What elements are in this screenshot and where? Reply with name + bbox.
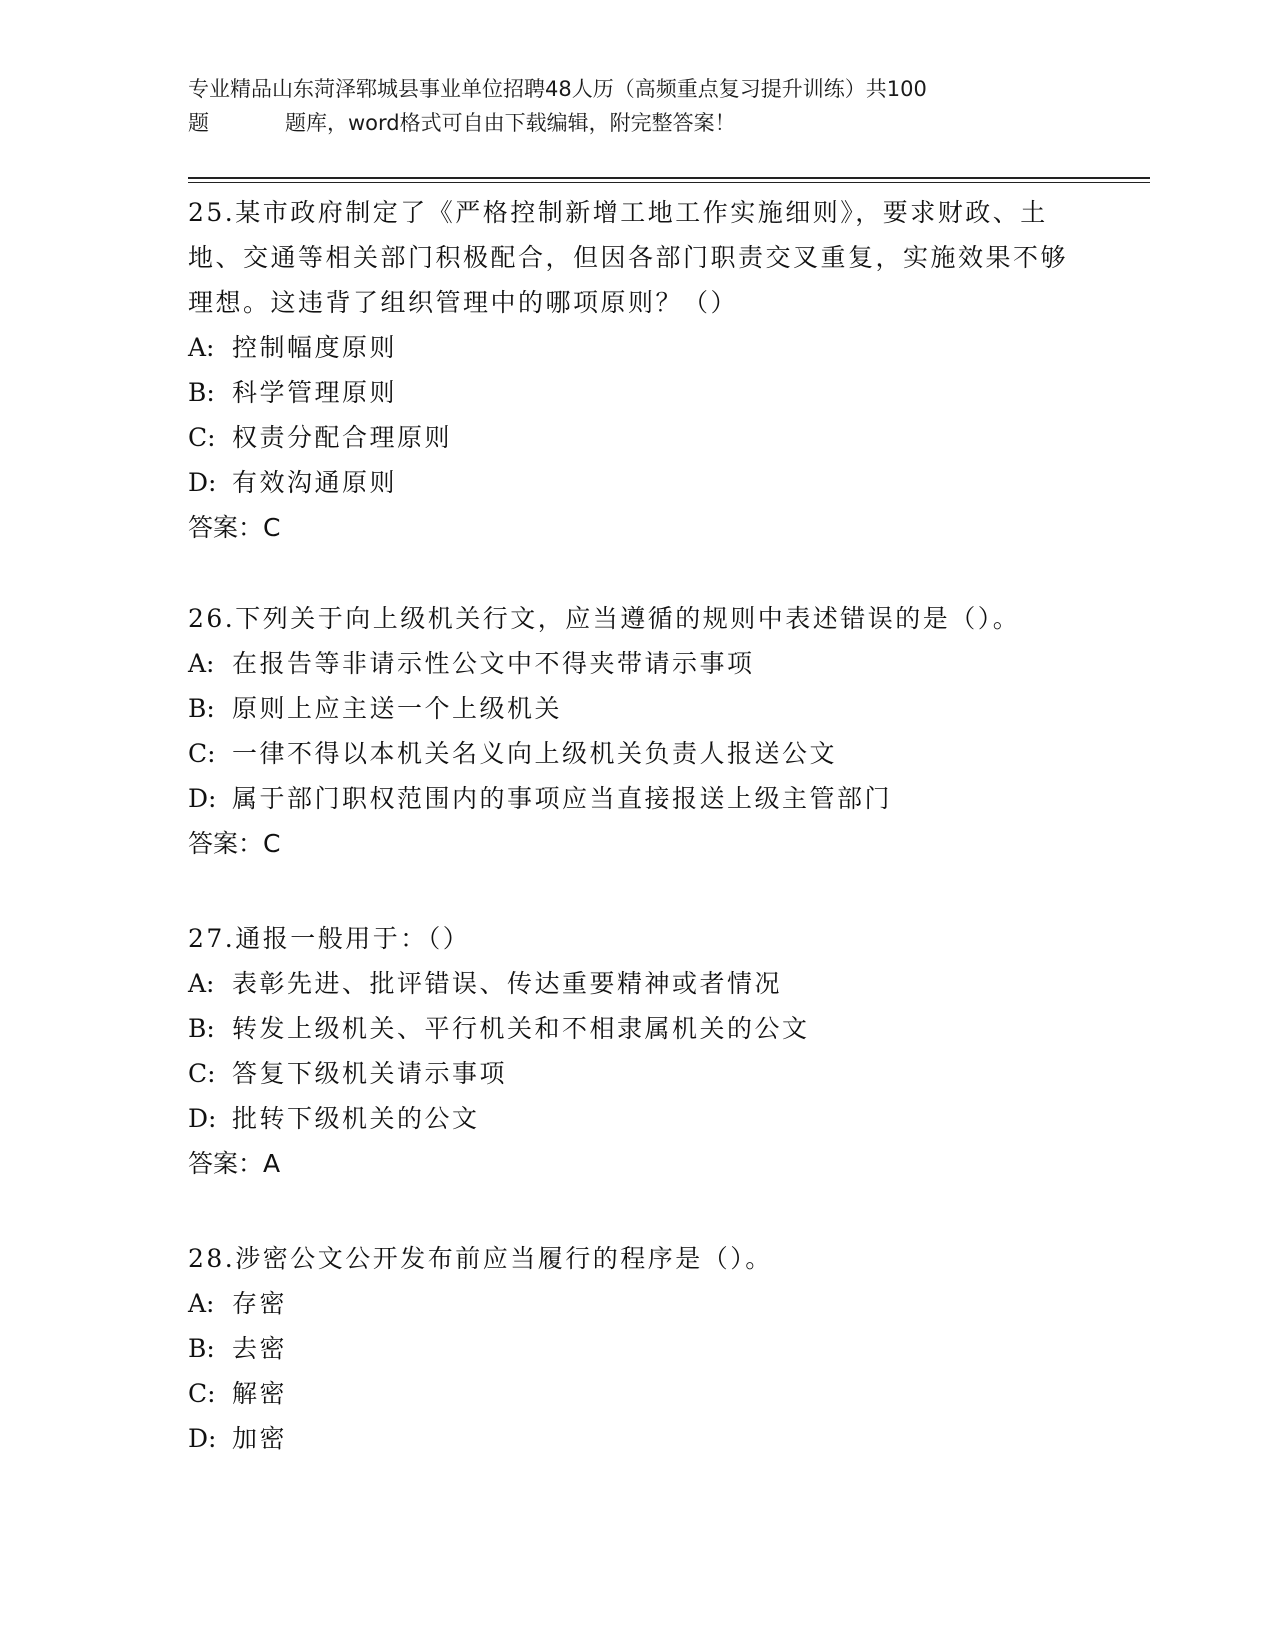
header-subtitle: 题库，word格式可自由下载编辑，附完整答案！ xyxy=(285,111,736,135)
option-b xyxy=(188,1326,1078,1371)
option-key: B: xyxy=(188,1014,215,1043)
option-d xyxy=(188,776,1078,821)
option-c xyxy=(188,415,1078,460)
question-text: 26.下列关于向上级机关行文，应当遵循的规则中表述错误的是（）。 xyxy=(188,604,1021,633)
option-key: C: xyxy=(188,1379,216,1408)
header-title-end: 题 xyxy=(188,111,209,135)
option-key: B: xyxy=(188,1334,215,1363)
question-27 xyxy=(188,916,1078,1186)
option-text: 解密 xyxy=(232,1379,288,1408)
option-key: B: xyxy=(188,694,215,723)
option-a xyxy=(188,641,1078,686)
option-key: A: xyxy=(188,649,215,678)
option-key: A: xyxy=(188,969,215,998)
option-text: 批转下级机关的公文 xyxy=(232,1104,480,1133)
option-text: 存密 xyxy=(232,1289,288,1318)
option-b xyxy=(188,370,1078,415)
option-text: 有效沟通原则 xyxy=(232,468,398,497)
question-text: 28.涉密公文公开发布前应当履行的程序是（）。 xyxy=(188,1244,773,1273)
option-c xyxy=(188,1371,1078,1416)
option-text: 控制幅度原则 xyxy=(232,333,398,362)
option-key: A: xyxy=(188,333,215,362)
header-subtitle-line xyxy=(188,106,1068,140)
header-title-line: 专业精品山东菏泽郓城县事业单位招聘48人历（高频重点复习提升训练）共100 xyxy=(188,77,927,101)
option-c xyxy=(188,1051,1078,1096)
question-text: 27.通报一般用于：（） xyxy=(188,924,471,953)
question-26 xyxy=(188,596,1078,866)
question-text: 25.某市政府制定了《严格控制新增工地工作实施细则》，要求财政、土地、交通等相关部门积极配合，但因各部门职责交叉重复，实施效果不够理想。这违背了组织管理中的哪项原则？（） xyxy=(188,198,1069,317)
option-text: 去密 xyxy=(232,1334,288,1363)
question-25 xyxy=(188,190,1078,550)
option-a xyxy=(188,961,1078,1006)
option-text: 一律不得以本机关名义向上级机关负责人报送公文 xyxy=(232,739,838,768)
option-text: 原则上应主送一个上级机关 xyxy=(232,694,563,723)
option-text: 科学管理原则 xyxy=(232,378,398,407)
option-key: D: xyxy=(188,468,217,497)
option-a xyxy=(188,325,1078,370)
option-key: C: xyxy=(188,423,216,452)
option-text: 转发上级机关、平行机关和不相隶属机关的公文 xyxy=(232,1014,810,1043)
answer: 答案：C xyxy=(188,829,281,858)
answer: 答案：C xyxy=(188,513,281,542)
option-b xyxy=(188,686,1078,731)
option-a xyxy=(188,1281,1078,1326)
option-b xyxy=(188,1006,1078,1051)
answer: 答案：A xyxy=(188,1149,281,1178)
option-key: D: xyxy=(188,1424,217,1453)
option-key: D: xyxy=(188,1104,217,1133)
document-header xyxy=(188,72,1068,140)
option-key: D: xyxy=(188,784,217,813)
option-d xyxy=(188,460,1078,505)
option-d xyxy=(188,1416,1078,1461)
option-key: C: xyxy=(188,739,216,768)
option-text: 属于部门职权范围内的事项应当直接报送上级主管部门 xyxy=(232,784,893,813)
question-28 xyxy=(188,1236,1078,1461)
option-text: 表彰先进、批评错误、传达重要精神或者情况 xyxy=(232,969,783,998)
option-text: 权责分配合理原则 xyxy=(232,423,453,452)
option-d xyxy=(188,1096,1078,1141)
option-c xyxy=(188,731,1078,776)
option-key: B: xyxy=(188,378,215,407)
header-divider xyxy=(188,177,1150,179)
option-text: 在报告等非请示性公文中不得夹带请示事项 xyxy=(232,649,755,678)
option-key: A: xyxy=(188,1289,215,1318)
option-text: 答复下级机关请示事项 xyxy=(232,1059,508,1088)
option-key: C: xyxy=(188,1059,216,1088)
option-text: 加密 xyxy=(232,1424,288,1453)
header-divider-thin xyxy=(188,182,1150,183)
